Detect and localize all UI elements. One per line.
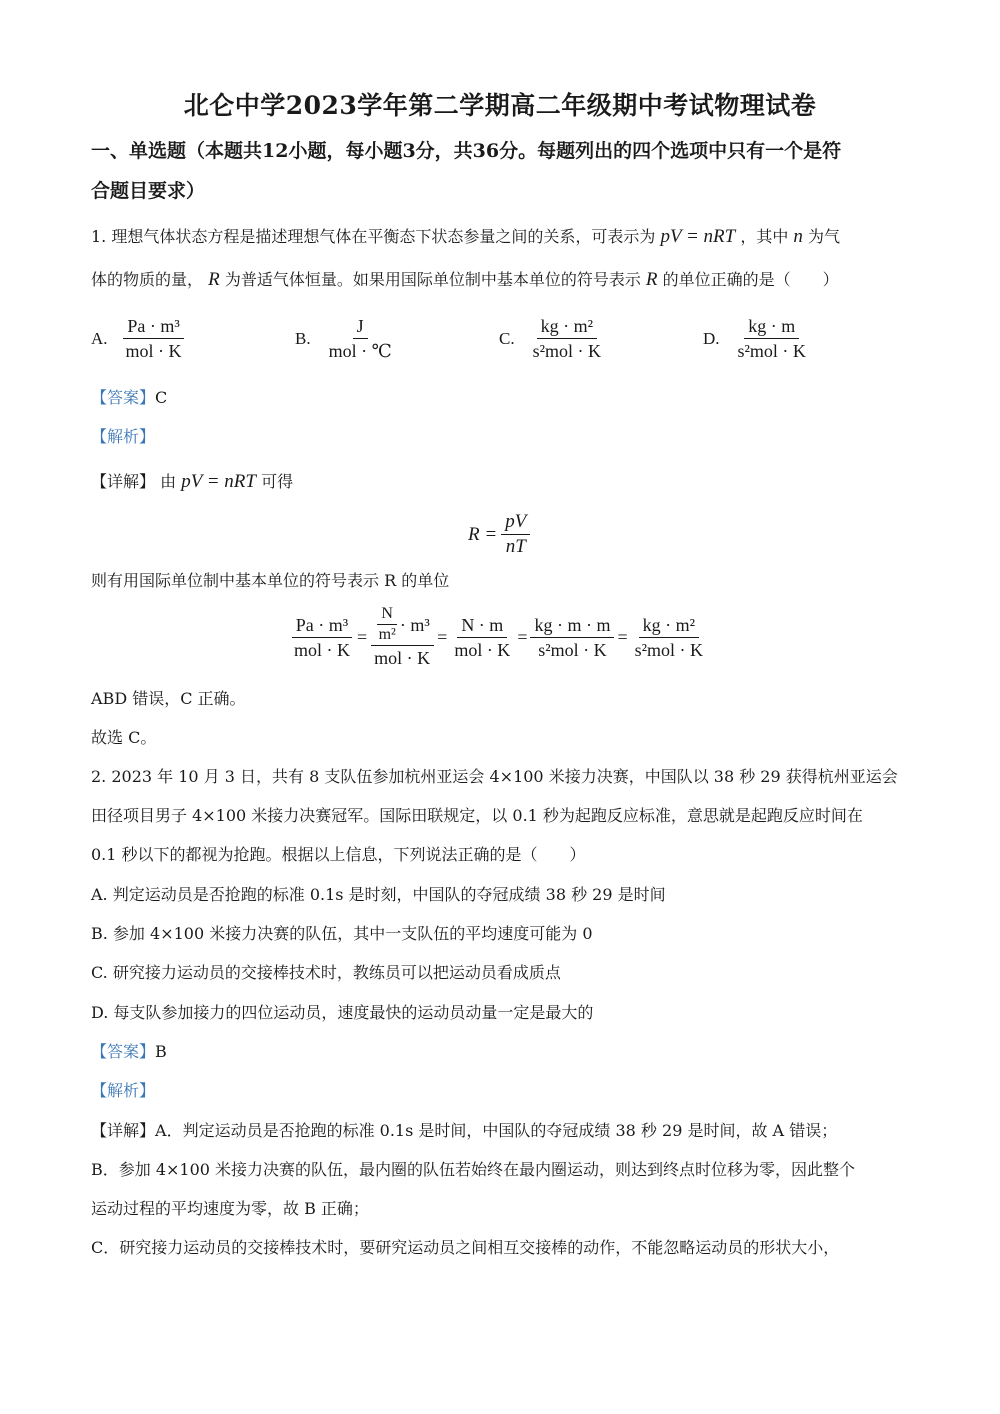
page-title: 北仑中学2023学年第二学期高二年级期中考试物理试卷 (183, 91, 817, 120)
q1-option-b: B. $\frac{J}{\text{mol · ℃}}$ (295, 314, 396, 363)
q1-answer: 【答案】C (91, 388, 168, 407)
q1-analysis-tag: 【解析】 (91, 427, 156, 446)
q2-detail-line2: B．参加 4×100 米接力决赛的队伍，最内圈的队伍若始终在最内圈运动，则达到终点时位移为零，因此整个 (91, 1160, 856, 1179)
q2-stem-line2: 田径项目男子 4×100 米接力决赛冠军。国际田联规定，以 0.1 秒为起跑反应标准，意思就是起跑反应时间在 (91, 806, 863, 825)
q1-option-c: C. $\frac{\text{kg · m²}}{\text{s²mol · K}}$ (499, 314, 605, 363)
q1-option-d-fraction: $\frac{kg \cdot m}{\text{s²mol · K}}$ (737, 316, 806, 361)
q1-stem-line1: 1. 理想气体状态方程是描述理想气体在平衡态下状态参量之间的关系，可表示为 pV = nRT ，其中 n 为气 (91, 226, 841, 247)
q1-option-d: D. $\frac{kg \cdot m}{\text{s²mol · K}}$ (703, 314, 810, 363)
q2-option-c: C. 研究接力运动员的交接棒技术时，教练员可以把运动员看成质点 (91, 963, 561, 982)
q1-conclusion: ABD 错误，C 正确。 (91, 689, 246, 708)
q2-analysis-tag: 【解析】 (91, 1081, 156, 1100)
q1-option-a: A. $\frac{\text{Pa · m³}}{\text{mol · K}}$ (91, 314, 186, 363)
q2-detail-line1: 【详解】A．判定运动员是否抢跑的标准 0.1s 是时间，中国队的夺冠成绩 38 秒 29 是时间，故 A 错误； (91, 1121, 838, 1140)
q1-option-a-fraction: $\frac{\text{Pa · m³}}{\text{mol · K}}$ (122, 314, 186, 363)
q1-stem-line2: 体的物质的量， R 为普适气体恒量。如果用国际单位制中基本单位的符号表示 R 的单位正确的是（ ） (91, 269, 839, 290)
q1-equation: pV = nRT (660, 226, 736, 247)
q1-choice: 故选 C。 (91, 728, 157, 747)
q1-unit-derivation: $\frac{\text{Pa · m³}}{\text{mol · K}}$ = $\frac{N}{\text{m²}}$ · m³ mol · K = $\frac{N \cdot m}{\text{mol · K}}$ = $\frac{kg \cdot m \cdot m}{\text{s²mol · K}}$ = $\frac{\text{kg · m²}}{\text{s²mol · K}}$ (290, 604, 707, 670)
q2-option-d: D. 每支队参加接力的四位运动员，速度最快的运动员动量一定是最大的 (91, 1003, 594, 1022)
q2-stem-line3: 0.1 秒以下的都视为抢跑。根据以上信息，下列说法正确的是（ ） (91, 845, 586, 864)
q2-option-b: B. 参加 4×100 米接力决赛的队伍，其中一支队伍的平均速度可能为 0 (91, 924, 593, 943)
q1-option-b-fraction: $\frac{J}{\text{mol · ℃}}$ (328, 316, 392, 361)
q2-answer: 【答案】B (91, 1042, 167, 1061)
q2-detail-line3: 运动过程的平均速度为零，故 B 正确； (91, 1199, 369, 1218)
q1-r-formula: R = $\frac{pV}{nT}$ (468, 510, 530, 559)
q1-units-line: 则有用国际单位制中基本单位的符号表示 R 的单位 (91, 571, 450, 590)
q2-detail-line4: C．研究接力运动员的交接棒技术时，要研究运动员之间相互交接棒的动作，不能忽略运动员的形状大小， (91, 1238, 840, 1257)
q1-detail-line: 【详解】 由 pV = nRT 可得 (91, 471, 294, 492)
section-heading-line1: 一、单选题（本题共12小题，每小题3分，共36分。每题列出的四个选项中只有一个是符 (91, 140, 842, 162)
q2-option-a: A. 判定运动员是否抢跑的标准 0.1s 是时刻，中国队的夺冠成绩 38 秒 29 是时间 (91, 885, 666, 904)
q1-option-c-fraction: $\frac{\text{kg · m²}}{\text{s²mol · K}}$ (532, 316, 601, 361)
section-heading-line2: 合题目要求） (91, 180, 206, 202)
q2-stem-line1: 2. 2023 年 10 月 3 日，共有 8 支队伍参加杭州亚运会 4×100 米接力决赛，中国队以 38 秒 29 获得杭州亚运会 (91, 767, 898, 786)
